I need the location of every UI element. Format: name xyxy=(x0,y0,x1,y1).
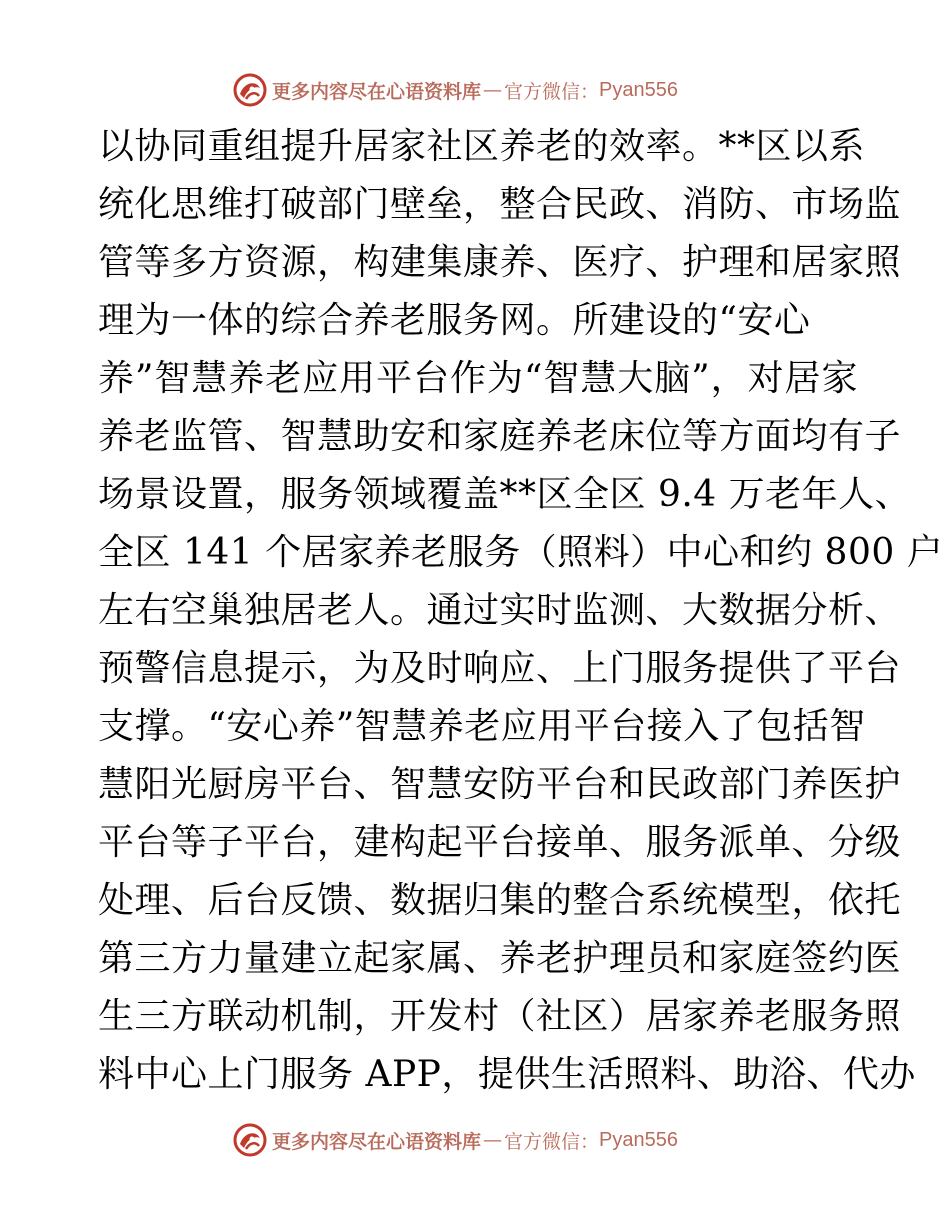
footer-watermark xyxy=(232,1120,678,1160)
text-line: 左右空巢独居老人。通过实时监测、大数据分析、 xyxy=(98,590,902,631)
text-line: 预警信息提示，为及时响应、上门服务提供了平台 xyxy=(98,648,902,689)
text-line: 统化思维打破部门壁垒，整合民政、消防、市场监 xyxy=(98,184,902,225)
text-line: 场景设置，服务领域覆盖**区全区 9.4 万老年人、 xyxy=(98,474,912,515)
watermark-separator: — xyxy=(483,79,503,101)
red-swirl-logo-icon xyxy=(232,1122,268,1158)
document-body xyxy=(98,118,944,1104)
header-watermark xyxy=(232,70,678,110)
watermark-wechat-id: Pyan556 xyxy=(599,1128,678,1151)
text-line: 理为一体的综合养老服务网。所建设的“安心 xyxy=(98,300,811,341)
watermark-wechat-label: 官方微信： xyxy=(504,80,600,103)
text-line: 以协同重组提升居家社区养老的效率。**区以系 xyxy=(98,126,866,167)
text-line: 管等多方资源，构建集康养、医疗、护理和居家照 xyxy=(98,242,902,283)
text-line: 第三方力量建立起家属、养老护理员和家庭签约医 xyxy=(98,938,902,979)
red-swirl-logo-icon xyxy=(232,72,268,108)
text-line: 生三方联动机制，开发村（社区）居家养老服务照 xyxy=(98,996,902,1037)
text-line: 处理、后台反馈、数据归集的整合系统模型，依托 xyxy=(98,880,902,921)
text-line: 平台等子平台，建构起平台接单、服务派单、分级 xyxy=(98,822,902,863)
text-line: 料中心上门服务 APP，提供生活照料、助浴、代办 xyxy=(98,1054,916,1095)
watermark-main-text: 更多内容尽在心语资料库 xyxy=(272,80,482,103)
watermark-wechat-label: 官方微信： xyxy=(504,1130,600,1153)
text-line: 养老监管、智慧助安和家庭养老床位等方面均有子 xyxy=(98,416,902,457)
text-line: 全区 141 个居家养老服务（照料）中心和约 800 户 xyxy=(98,532,944,573)
watermark-separator: — xyxy=(483,1129,503,1151)
text-line: 慧阳光厨房平台、智慧安防平台和民政部门养医护 xyxy=(98,764,902,805)
watermark-wechat-id: Pyan556 xyxy=(599,78,678,101)
watermark-main-text: 更多内容尽在心语资料库 xyxy=(272,1130,482,1153)
text-line: 养”智慧养老应用平台作为“智慧大脑”，对居家 xyxy=(98,358,858,399)
text-line: 支撑。“安心养”智慧养老应用平台接入了包括智 xyxy=(98,706,866,747)
